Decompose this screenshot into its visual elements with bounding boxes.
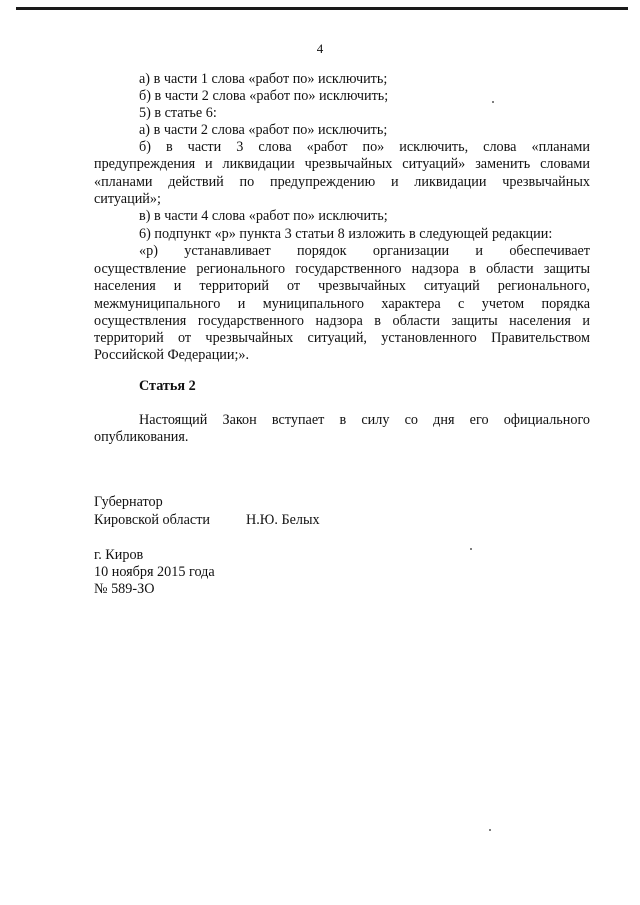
footer-number: № 589-ЗО xyxy=(94,581,155,597)
article-heading: Статья 2 xyxy=(139,378,196,394)
top-border-line xyxy=(16,7,628,10)
scan-speck xyxy=(470,548,472,550)
paragraph-r-line: Российской Федерации;». xyxy=(94,347,250,363)
footer-city: г. Киров xyxy=(94,547,144,563)
article-text-line: опубликования. xyxy=(94,429,189,445)
signatory-name: Н.Ю. Белых xyxy=(246,512,320,528)
signatory-region: Кировской области xyxy=(94,512,210,528)
paragraph-r-line: «р) устанавливает порядок организации и обеспечивает xyxy=(139,243,590,259)
paragraph-b-line: «планами действий по предупреждению и ликвидации чрезвычайных xyxy=(94,174,590,190)
paragraph-v-line: в) в части 4 слова «работ по» исключить; xyxy=(139,208,388,224)
page-number: 4 xyxy=(316,41,324,56)
paragraph-r-line: осуществления государственного надзора в области защиты населения и xyxy=(94,313,590,329)
signatory-title: Губернатор xyxy=(94,494,163,510)
amendment-line: б) в части 2 слова «работ по» исключить; xyxy=(139,88,389,104)
paragraph-b-line: б) в части 3 слова «работ по» исключить, слова «планами xyxy=(139,139,590,155)
amendment-line: а) в части 1 слова «работ по» исключить; xyxy=(139,71,388,87)
scan-speck xyxy=(492,101,494,103)
paragraph-r-line: территорий от чрезвычайных ситуаций, установленного Правительством xyxy=(94,330,590,346)
paragraph-r-line: межмуниципального и муниципального характера с учетом порядка xyxy=(94,296,590,312)
amendment-line: а) в части 2 слова «работ по» исключить; xyxy=(139,122,388,138)
paragraph-b-line: ситуаций»; xyxy=(94,191,161,207)
paragraph-r-line: населения и территорий от чрезвычайных ситуаций регионального, xyxy=(94,278,590,294)
scan-speck xyxy=(489,829,491,831)
paragraph-b-line: предупреждения и ликвидации чрезвычайных ситуаций» заменить словами xyxy=(94,156,590,172)
paragraph-6-line: 6) подпункт «р» пункта 3 статьи 8 изложить в следующей редакции: xyxy=(139,226,553,242)
article-text-line: Настоящий Закон вступает в силу со дня его официального xyxy=(139,412,590,428)
footer-date: 10 ноября 2015 года xyxy=(94,564,215,580)
paragraph-r-line: осуществление регионального государственного надзора в области защиты xyxy=(94,261,590,277)
amendment-line: 5) в статье 6: xyxy=(139,105,217,121)
